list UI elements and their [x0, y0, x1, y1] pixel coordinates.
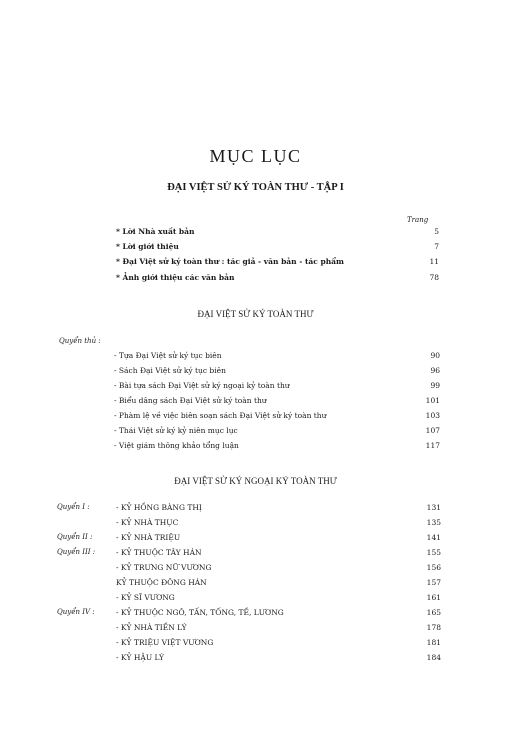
item-page: 178 [426, 623, 441, 632]
item-text: - KỶ THUỘC TÂY HÁN [116, 548, 202, 557]
item-page: 5 [434, 227, 439, 236]
item-page: 131 [426, 503, 441, 512]
item-page: 135 [426, 518, 441, 527]
item-page: 107 [425, 426, 440, 435]
list-item [116, 256, 439, 267]
page-title: MỤC LỤC [209, 146, 302, 166]
item-page: 103 [425, 411, 440, 420]
item-page: 155 [426, 548, 441, 557]
list-item [57, 547, 441, 558]
item-page: 165 [426, 608, 441, 617]
item-page: 181 [426, 638, 441, 647]
section-heading: ĐẠI VIỆT SỬ KÝ TOÀN THƯ [197, 309, 314, 319]
item-text: - KỶ NHÀ TRIỆU [116, 533, 181, 542]
list-item [114, 395, 440, 406]
volume-label: Quyển thủ : [59, 337, 101, 345]
item-page: 141 [426, 533, 441, 542]
list-item [57, 577, 441, 588]
item-volume: Quyển III : [57, 548, 96, 556]
list-item [57, 502, 441, 513]
list-item [116, 226, 439, 237]
section-heading: ĐẠI VIỆT SỬ KÝ NGOẠI KỶ TOÀN THƯ [174, 476, 337, 486]
item-page: 7 [434, 242, 439, 251]
item-page: 161 [426, 593, 441, 602]
list-item [57, 517, 441, 528]
item-text: * Đại Việt sử ký toàn thư : tác giả - văn bản - tác phẩm [116, 257, 344, 266]
item-text: - KỶ SĨ VƯƠNG [116, 593, 175, 602]
list-item [114, 440, 440, 451]
item-volume: Quyển II : [57, 533, 93, 541]
item-text: - KỶ TRƯNG NỮ VƯƠNG [116, 563, 212, 572]
list-item [114, 410, 440, 421]
list-item [57, 562, 441, 573]
item-page: 96 [430, 366, 440, 375]
list-item [114, 380, 440, 391]
page-column-label: Trang [407, 216, 429, 224]
item-text: - Tựa Đại Việt sử ký tục biên [114, 351, 222, 360]
list-item [57, 592, 441, 603]
item-text: - KỶ HẬU LÝ [116, 653, 164, 662]
item-page: 156 [426, 563, 441, 572]
list-item [57, 622, 441, 633]
book-subtitle: ĐẠI VIỆT SỬ KÝ TOÀN THƯ - TẬP I [167, 182, 344, 193]
item-text: - Phàm lệ về việc biên soạn sách Đại Việt sử ký toàn thư [114, 411, 327, 420]
list-item [57, 637, 441, 648]
list-item [116, 272, 439, 283]
list-item [57, 652, 441, 663]
item-page: 78 [429, 273, 439, 282]
item-text: - Việt giám thông khảo tổng luận [114, 441, 239, 450]
item-text: - KỶ HỒNG BÀNG THỊ [116, 503, 202, 512]
item-text: - Sách Đại Việt sử ký tục biên [114, 366, 226, 375]
item-page: 101 [425, 396, 440, 405]
item-text: * Lời Nhà xuất bản [116, 227, 195, 236]
list-item [57, 607, 441, 618]
list-item [114, 425, 440, 436]
item-text: - Thái Việt sử ký kỷ niên mục lục [114, 426, 238, 435]
item-page: 157 [426, 578, 441, 587]
item-page: 90 [430, 351, 440, 360]
item-text: - KỶ NHÀ THỤC [116, 518, 179, 527]
item-text: - KỶ TRIỆU VIỆT VƯƠNG [116, 638, 214, 647]
list-item [57, 532, 441, 543]
item-text: - KỶ NHÀ TIỀN LÝ [116, 623, 187, 632]
item-page: 117 [425, 441, 440, 450]
item-volume: Quyển IV : [57, 608, 95, 616]
item-text: - Bài tựa sách Đại Việt sử ký ngoại kỷ toàn thư [114, 381, 290, 390]
list-item [114, 365, 440, 376]
item-page: 11 [429, 257, 439, 266]
item-page: 184 [426, 653, 441, 662]
item-volume: Quyển I : [57, 503, 90, 511]
item-text: - Biểu dâng sách Đại Việt sử ký toàn thư [114, 396, 267, 405]
list-item [116, 241, 439, 252]
item-text: * Lời giới thiệu [116, 242, 179, 251]
item-text: * Ảnh giới thiệu các văn bản [116, 273, 235, 282]
item-page: 99 [430, 381, 440, 390]
item-text: KỶ THUỘC ĐÔNG HÁN [116, 578, 207, 587]
item-text: - KỶ THUỘC NGÔ, TẤN, TỐNG, TỀ, LƯƠNG [116, 608, 284, 617]
list-item [114, 350, 440, 361]
